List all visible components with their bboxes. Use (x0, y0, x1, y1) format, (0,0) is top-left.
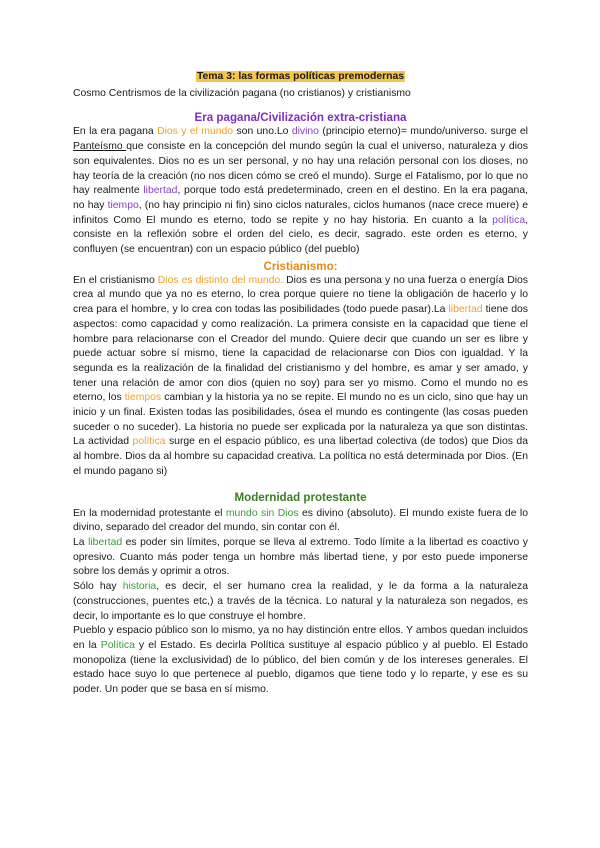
document-subtitle: Cosmo Centrismos de la civilización pagana (no cristianos) y cristianismo (73, 87, 411, 99)
keyword: tiempo (107, 199, 139, 211)
keyword: libertad (143, 185, 178, 197)
keyword: libertad (448, 304, 483, 316)
section-heading-pagan: Era pagana/Civilización extra-cristiana (194, 111, 407, 125)
keyword: historia (122, 581, 157, 593)
paragraph-protestant-2: La libertad es poder sin límites, porque se lleva al extremo. Todo límite a la libertad es coactivo y opresivo. Cuanto más poder tenga un hombre más libertad tiene, y por esto puede imponerse sobre los demás y oprimir a otros. (73, 536, 528, 578)
keyword: Panteísmo (73, 141, 127, 153)
title-text: Tema 3: las formas políticas premodernas (196, 71, 405, 82)
document-title (73, 70, 528, 85)
paragraph-christianity: En el cristianismo Dios es distinto del mundo. Dios es una persona y no una fuerza o energía Dios crea al mundo que ya no es eterno, lo crea porque quiere no tiene la obligación de hacerlo y lo crea para el hombre, y lo crea con todas las posibilidades (todo puede pasar).La libertad tiene dos aspectos: como capacidad y como realización. La primera consiste en la capacidad que tiene el hombre para relacionarse con el Creador del mundo. Quiere decir que cuando un ser es libre y puede actuar sobre sí mismo, tiene la capacidad de relacionarse con Dios con igualdad. Y la segunda es la realización de la finalidad del cristianismo y del hombre, es amar y ser amado, y tener una relación de amor con dios (quien no soy) para ser yo mismo. Como el mundo no es eterno, los tiempos cambian y la historia ya no se repite. El mundo no es un ciclo, sino que hay un inicio y un final. Existen todas las posibilidades, ósea el mundo es contingente (las cosas pueden suceder o no suceder). La historia no puede ser explicada por la naturaleza ya que son distintas. La actividad política surge en el espacio público, es una libertad colectiva (de todos) que Dios da al hombre. Dios da al hombre su capacidad creativa. La política no está determinada por Dios. (En el mundo pagano si) (73, 274, 529, 477)
section-heading-christianity: Cristianismo: (263, 259, 338, 273)
keyword: Política (100, 639, 135, 651)
paragraph-protestant-3: Sólo hay historia, es decir, el ser humano crea la realidad, y le da forma a la naturaleza (construcciones, puentes etc,) a través de la técnica. Lo natural y la naturaleza son negados, es decir, lo importante es lo que construye el hombre. (73, 581, 528, 622)
keyword: Dios es distinto del mundo. (157, 274, 284, 286)
paragraph-protestant-4: Pueblo y espacio público son lo mismo, ya no hay distinción entre ellos. Y ambos quedan incluidos en la Política y el Estado. Es decirla Política sustituye al espacio público y al pueblo. El Estado monopoliza (tiene la exclusividad) de lo público, del bien común y de los intereses generales. El estado hace suyo lo que pertenece al pueblo, digamos que tiene todo y lo reparte, y ese es su poder. Un poder que se basa en sí mismo. (73, 625, 528, 696)
paragraph-pagan: En la era pagana Dios y el mundo son uno.Lo divino (principio eterno)= mundo/universo. surge el Panteísmo que consiste en la concepción del mundo según la cual el universo, naturaleza y dios son equivalentes. Dios no es un ser personal, y no hay una relación personal con los dioses, no hay teoría de la creación (no nos dicen cómo se creó el mundo). Surge el Fatalismo, por lo que no hay realmente libertad, porque todo está predeterminado, creen en el destino. En la era pagana, no hay tiempo, (no hay principio ni fin) sino ciclos naturales, ciclos humanos (nace crece muere) e infinitos Como El mundo es eterno, todo se repite y no hay historia. En cuanto a la política, consiste en la reflexión sobre el orden del cielo, es decir, sagrado. este orden es eterno, y confluyen (se encuentran) con un espacio público (del pueblo) (73, 126, 528, 256)
keyword: política (132, 436, 166, 448)
section-heading-protestant: Modernidad protestante (234, 490, 367, 504)
keyword: divino (291, 126, 319, 138)
keyword: mundo sin Dios (225, 507, 299, 519)
paragraph-protestant-1: En la modernidad protestante el mundo sin Dios es divino (absoluto). El mundo existe fuera de lo divino, separado del creador del mundo, sin contar con él. (73, 507, 528, 534)
keyword: libertad (88, 536, 123, 548)
keyword: política (492, 214, 526, 226)
keyword: tiempos (124, 392, 162, 404)
keyword: Dios y el mundo (157, 126, 234, 138)
